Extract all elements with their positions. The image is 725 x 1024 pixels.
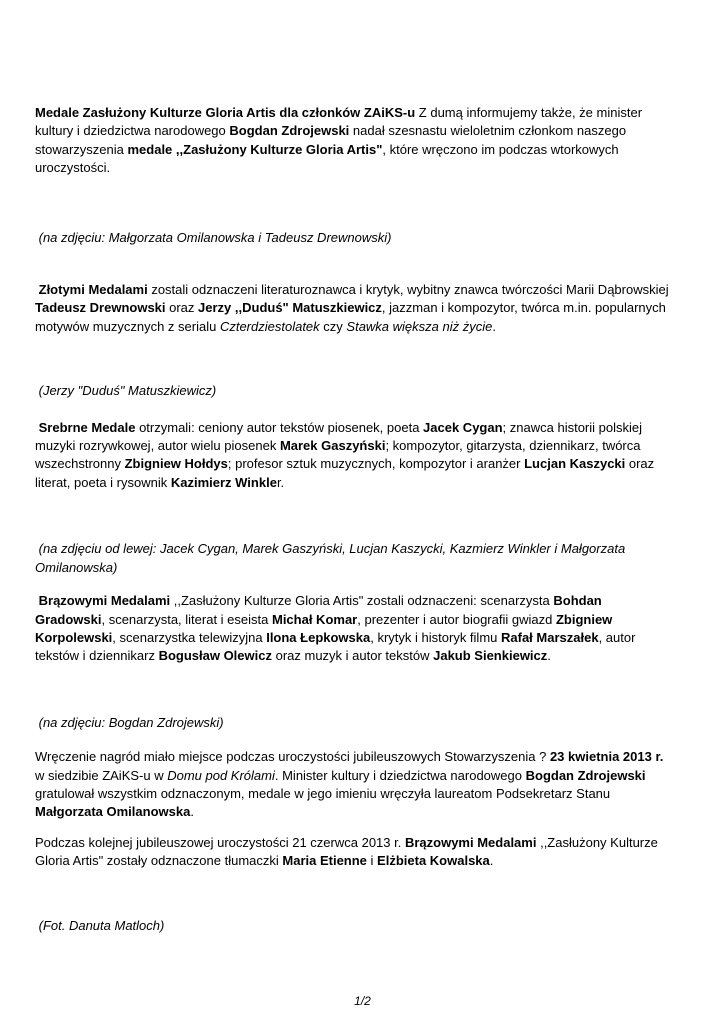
text-segment: r. [276, 474, 285, 490]
text-segment: Wręczenie nagród miało miejsce podczas uroczystości jubileuszowych Stowarzyszenia ? [35, 749, 550, 765]
text-segment: . Minister kultury i dziedzictwa narodowego [274, 767, 526, 783]
text-segment: Podczas kolejnej jubileuszowej uroczystości 21 czerwca 2013 r. [35, 834, 405, 850]
text-segment: (Fot. Danuta Matloch) [35, 917, 165, 933]
text-segment: Srebrne Medale [38, 419, 136, 435]
text-segment: Elżbieta Kowalska [377, 853, 490, 869]
text-segment: (na zdjęciu: Bogdan Zdrojewski) [35, 714, 224, 730]
text-segment: Lucjan Kaszycki [524, 456, 626, 472]
text-segment: Maria Etienne [282, 853, 367, 869]
text-segment: . [489, 853, 494, 869]
text-segment: Złotymi Medalami [38, 282, 148, 298]
photo-credit-caption [35, 917, 675, 935]
text-segment: Jakub Sienkiewicz [433, 648, 548, 664]
text-segment: . [190, 804, 194, 820]
text-segment: , krytyk i historyk filmu [370, 629, 501, 645]
text-segment: , scenarzystka telewizyjna [112, 629, 267, 645]
text-segment: i [366, 853, 378, 869]
text-segment: Zbigniew Korpolewski [35, 611, 616, 645]
text-segment: (na zdjęciu: Małgorzata Omilanowska i Tadeusz Drewnowski) [35, 229, 392, 245]
silver-medals-paragraph [35, 419, 675, 493]
text-segment: 23 kwietnia 2013 r. [549, 749, 664, 765]
document-body [35, 0, 675, 935]
text-segment: medale ,,Zasłużony Kulturze Gloria Artis" [127, 141, 383, 157]
text-segment: Medale Zasłużony Kulturze Gloria Artis dla członków ZAiKS-u [35, 105, 416, 120]
text-segment: Brązowymi Medalami [38, 593, 171, 609]
text-segment: ; kompozytor, gitarzysta, dziennikarz, twórca wszechstronny [35, 438, 645, 472]
text-segment: , scenarzysta, literat i eseista [101, 611, 272, 627]
text-segment: Brązowymi Medalami [404, 834, 537, 850]
text-segment: (Jerzy "Duduś" Matuszkiewicz) [35, 383, 217, 399]
text-segment: nadał szesnastu wieloletnim członkom naszego stowarzyszenia [35, 123, 630, 157]
text-segment: Zbigniew Hołdys [124, 456, 228, 472]
text-segment: Jacek Cygan [423, 419, 503, 435]
text-segment: zostali odznaczeni literaturoznawca i krytyk, wybitny znawca twórczości Marii Dąbrowskiej [147, 282, 673, 298]
text-segment: Tadeusz Drewnowski [35, 300, 166, 316]
second-ceremony-paragraph [35, 834, 675, 871]
text-segment: oraz [165, 300, 199, 316]
text-segment: ,,Zasłużony Kulturze Gloria Artis" zostali odznaczeni: scenarzysta [170, 593, 554, 609]
text-segment: Z dumą informujemy także, że minister kultury i dziedzictwa narodowego [35, 105, 646, 139]
text-segment: Czterdziestolatek [219, 318, 320, 334]
bronze-medals-paragraph [35, 592, 675, 666]
text-segment: Ilona Łepkowska [266, 629, 371, 645]
photo-caption-group [35, 540, 675, 577]
text-segment: w siedzibie ZAiKS-u w [35, 749, 668, 783]
photo-caption-zdrojewski [35, 714, 675, 732]
text-segment: . [492, 318, 496, 334]
text-segment: , jazzman i kompozytor, twórca m.in. popularnych motywów muzycznych z serialu [35, 300, 670, 334]
text-segment: Bohdan Gradowski [35, 593, 606, 627]
photo-caption-matuszkiewicz [35, 382, 675, 400]
text-segment: (na zdjęciu od lewej: Jacek Cygan, Marek Gaszyński, Lucjan Kaszycki, Kazmierz Winkler i Małgorzata Omilanowska) [35, 541, 629, 575]
text-segment: , autor tekstów i dziennikarz [35, 629, 640, 664]
text-segment: otrzymali: ceniony autor tekstów piosenek, poeta [135, 419, 424, 435]
photo-caption-omilanowska-drewnowski [35, 229, 675, 247]
text-segment: , które wręczono im podczas wtorkowych uroczystości. [35, 141, 623, 176]
text-segment: Jerzy ,,Duduś" Matuszkiewicz [198, 300, 382, 316]
text-segment: ,,Zasłużony Kulturze Gloria Artis" zostały odznaczone tłumaczki [35, 834, 662, 869]
text-segment: Bogdan Zdrojewski [525, 767, 646, 783]
text-segment: Marek Gaszyński [279, 438, 386, 454]
ceremony-paragraph [35, 748, 675, 822]
text-segment: Rafał Marszałek [501, 629, 599, 645]
text-segment: . [547, 648, 551, 664]
text-segment: Małgorzata Omilanowska [35, 804, 191, 820]
text-segment: Stawka większa niż życie [346, 318, 493, 334]
text-segment: Kazimierz Winkle [170, 474, 277, 490]
text-segment: Domu pod Królami [167, 767, 275, 783]
text-segment: Bogusław Olewicz [158, 648, 272, 664]
text-segment: Bogdan Zdrojewski [229, 123, 350, 139]
text-segment: czy [319, 318, 347, 334]
text-segment: ; znawca historii polskiej muzyki rozrywkowej, autor wielu piosenek [35, 419, 646, 454]
intro-paragraph [35, 104, 675, 178]
text-segment: , prezenter i autor biografii gwiazd [357, 611, 556, 627]
text-segment: gratulował wszystkim odznaczonym, medale w jego imieniu wręczyła laureatom Podsekretarz Stanu [35, 767, 650, 801]
text-segment: Michał Komar [271, 611, 358, 627]
text-segment: ; profesor sztuk muzycznych, kompozytor i aranżer [227, 456, 525, 472]
text-segment: oraz muzyk i autor tekstów [271, 648, 434, 664]
text-segment: oraz literat, poeta i rysownik [35, 456, 658, 490]
gold-medals-paragraph [35, 281, 675, 336]
page-number: 1/2 [354, 994, 371, 1008]
